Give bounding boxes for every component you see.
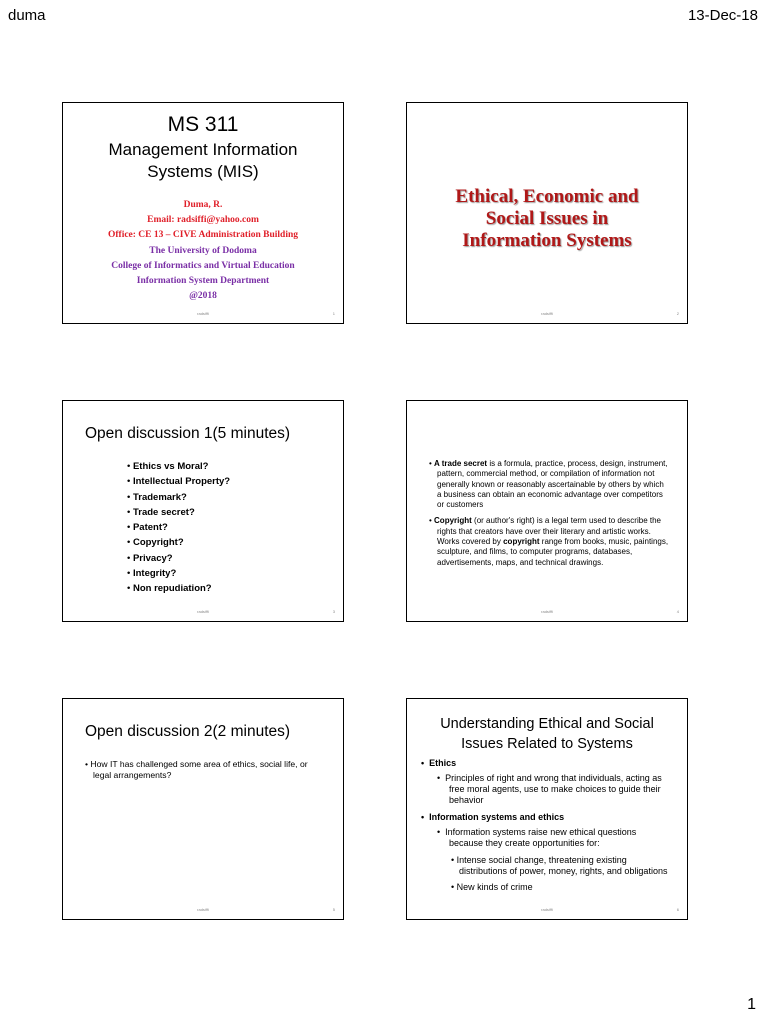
slide-title: Open discussion 1(5 minutes) <box>85 425 291 442</box>
author-office: Office: CE 13 – CIVE Administration Building <box>107 230 299 241</box>
university-name: The University of Dodoma <box>149 245 257 256</box>
copyright-term: Copyright <box>434 516 472 526</box>
is-ethics-description-text: Information systems raise new ethical questions because they create opportunities for: <box>445 827 637 848</box>
slide-number: 5 <box>332 907 335 912</box>
ethics-description-text: Principles of right and wrong that individuals, acting as free moral agents, use to make choices to guide their behavior <box>445 773 662 805</box>
is-ethics-description: • Information systems raise new ethical questions because they create opportunities for: <box>437 827 637 848</box>
list-item: • Trade secret? <box>127 505 230 520</box>
slide-2 <box>406 102 688 324</box>
college-name: College of Informatics and Virtual Education <box>111 260 295 271</box>
slide-title <box>407 714 687 754</box>
course-title-line2: Systems (MIS) <box>147 162 259 181</box>
lecture-title <box>407 186 687 252</box>
slide-footer: radsiffi <box>541 609 553 614</box>
ethics-description: • Principles of right and wrong that individuals, acting as free moral agents, use to make choices to guide their behavior <box>437 773 662 805</box>
lecture-title-line2: Social Issues in <box>485 208 609 229</box>
bullet-ethics: • Ethics <box>421 758 457 768</box>
author-name: Duma, R. <box>183 200 223 210</box>
sub-bullet-crime: • New kinds of crime <box>451 882 533 892</box>
slide-number: 1 <box>332 311 335 316</box>
slide-number: 3 <box>332 609 335 614</box>
discussion-question: • How IT has challenged some area of ethics, social life, or legal arrangements? <box>85 759 308 780</box>
header-author: duma <box>8 7 46 24</box>
sub-bullet-crime-text: New kinds of crime <box>456 882 533 892</box>
list-item: • Patent? <box>127 520 230 535</box>
trade-secret-term: A trade secret <box>434 459 488 468</box>
list-item: • Integrity? <box>127 566 230 581</box>
slide-5 <box>62 698 344 920</box>
discussion-list <box>127 459 230 597</box>
slide-4 <box>406 400 688 622</box>
slide-footer: radsiffi <box>197 311 209 316</box>
bullet-is-ethics: • Information systems and ethics <box>421 812 565 822</box>
author-email: Email: radsiffi@yahoo.com <box>147 215 259 226</box>
slide-6 <box>406 698 688 920</box>
list-item: • Trademark? <box>127 490 230 505</box>
slide-footer: radsiffi <box>541 907 553 912</box>
department-name: Information System Department <box>136 276 270 287</box>
course-code: MS 311 <box>167 113 239 136</box>
course-title-line1: Management Information <box>108 140 298 159</box>
slide-3 <box>62 400 344 622</box>
slide-title: Open discussion 2(2 minutes) <box>85 723 291 740</box>
course-title <box>63 139 343 183</box>
list-item: • Privacy? <box>127 551 230 566</box>
list-item: • Non repudiation? <box>127 581 230 596</box>
slide-title-line2: Issues Related to Systems <box>461 736 633 752</box>
slide-number: 4 <box>676 609 679 614</box>
list-item: • Intellectual Property? <box>127 474 230 489</box>
header-date: 13-Dec-18 <box>687 7 758 24</box>
bullet-is-ethics-text: Information systems and ethics <box>429 812 565 822</box>
trade-secret-definition: • A trade secret is a formula, practice, process, design, instrument, pattern, commercial method, or compilation of information not generally known or reasonably ascertainable by others by which a business can obtain an economic advantage over competitors or customers <box>429 459 668 510</box>
author-info <box>63 198 343 304</box>
year-label: @2018 <box>189 291 217 302</box>
copyright-text-end: range from books, music, paintings, sculpture, and films, to computer programs, databases, advertisements, maps, and technical drawings. <box>437 537 669 567</box>
slide-footer: radsiffi <box>197 609 209 614</box>
slide-number: 2 <box>676 311 679 316</box>
lecture-title-line1: Ethical, Economic and <box>455 186 639 207</box>
sub-bullet-social-change-text: Intense social change, threatening existing distributions of power, money, rights, and obligations <box>456 855 668 876</box>
sub-bullet-social-change: • Intense social change, threatening existing distributions of power, money, rights, and obligations <box>451 855 668 876</box>
slide-title-line1: Understanding Ethical and Social <box>440 716 654 732</box>
bullet-ethics-text: Ethics <box>429 758 457 768</box>
slide-footer: radsiffi <box>197 907 209 912</box>
slide-1 <box>62 102 344 324</box>
list-item: • Copyright? <box>127 535 230 550</box>
lecture-title-line3: Information Systems <box>462 230 632 251</box>
page-number: 1 <box>747 996 756 1013</box>
slide-footer: radsiffi <box>541 311 553 316</box>
copyright-definition: • Copyright (or author's right) is a legal term used to describe the rights that creators have over their literary and artistic works. Works covered by copyright range from books, music, paintings, sculpture, and films, to computer programs, databases, advertisements, maps, and technical drawings. <box>429 516 669 567</box>
definitions <box>429 459 669 574</box>
list-item: • Ethics vs Moral? <box>127 459 230 474</box>
copyright-term-inline: copyright <box>503 537 540 547</box>
slide-number: 6 <box>676 907 679 912</box>
discussion-question-text: How IT has challenged some area of ethics, social life, or legal arrangements? <box>90 759 308 780</box>
trade-secret-text: is a formula, practice, process, design, instrument, pattern, commercial method, or compilation of information not generally known or reasonably ascertainable by others by which a business can obtain an economic advantage over competitors or customers <box>437 459 668 510</box>
copyright-text: (or author's right) is a legal term used to describe the rights that creators have over their literary and artistic works. Works covered by <box>437 516 661 547</box>
